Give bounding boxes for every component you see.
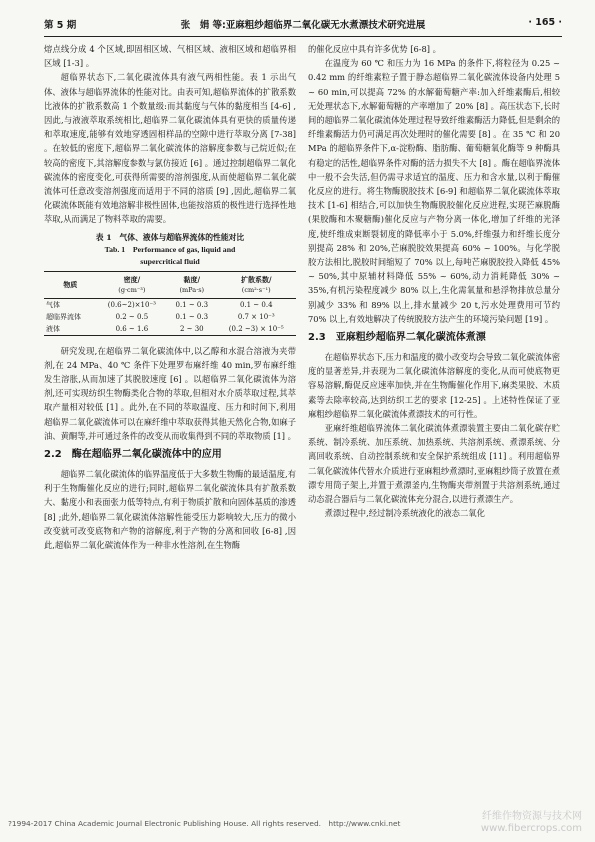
table-cell: 气体: [46, 300, 60, 309]
paragraph: 煮漂过程中,经过制冷系统液化的液态二氧化: [324, 508, 485, 519]
running-title: 张 娟 等:亚麻粗纱超临界二氧化碳无水煮漂技术研究进展: [180, 20, 426, 31]
table-cell: 0.6 ~ 1.6: [115, 324, 149, 333]
paragraph: 的催化反应中具有许多优势 [6-8] 。: [308, 44, 441, 54]
table-header-cell: 物质: [63, 279, 78, 289]
paragraph: 研究发现,在超临界二氧化碳流体中,以乙醇和水混合溶液为夹带剂,在 24 MPa、40 ℃ 条件下处理罗布麻纤维 40 min,罗布麻纤维发生溶胀,从而加速了其脱胶速度 [6] 。以超临界二氧化碳流体为溶剂,还可实现纺织生物酶类化合物的萃取,但相对水介质萃取过程,其萃取产量相对较低 [1] 。此外,在不同的萃取温度、压力和时间下,利用超临界二氧化碳流体可以在麻纤维中萃取获得其他天然化合物,如麻子油、黄酮等,并可通过条件的改变从而收集得到不同的萃取物质 [1] 。: [44, 345, 296, 441]
table-cell: (0.6~2)×10⁻³: [107, 300, 156, 309]
issue-number: 第 5 期: [44, 20, 77, 31]
table-cell: 超临界流体: [46, 312, 81, 321]
table-header-cell: 密度/ (g·cm⁻³): [118, 274, 146, 294]
watermark-url: www.fibercrops.com: [480, 823, 582, 834]
copyright-notice: ?1994-2017 China Academic Journal Electronic Publishing House. All rights reserved. http://www.cnki.net: [8, 819, 401, 828]
table-cell: 0.2 ~ 0.5: [115, 312, 149, 321]
section-heading: 2.2 酶在超临界二氧化碳流体中的应用: [44, 449, 222, 461]
table-header-cell: 黏度/ (mPa·s): [179, 274, 205, 294]
watermark: [481, 811, 582, 835]
section-heading: 2.3 亚麻粗纱超临界二氧化碳流体煮漂: [308, 332, 486, 344]
table-cell: (0.2 ~3) × 10⁻⁵: [228, 324, 284, 333]
table-cell: 0.1 ~ 0.4: [239, 300, 273, 309]
paragraph: 熔点线分成 4 个区域,即固相区域、气相区域、液相区域和超临界相区域 [1-3] 。: [44, 44, 296, 69]
paragraph: 亚麻纤维超临界流体二氧化碳流体煮漂装置主要由二氧化碳存贮系统、制冷系统、加压系统、加热系统、共溶剂系统、煮漂系统、分离回收系统、自动控制系统和安全保护系统组成 [11] 。利用超临界二氧化碳流体代替水介质进行亚麻粗纱煮漂时,亚麻粗纱筒子放置在煮漂专用筒子架上,并置于煮漂釜内,生物酶夹带剂置于共溶剂系统,通过动态混合器后与二氧化碳流体充分混合,以进行煮漂生产。: [308, 423, 560, 505]
table-header-cell: 扩散系数/ (cm²·s⁻¹): [240, 274, 272, 294]
properties-table: [44, 271, 296, 336]
table-cell: 0.1 ~ 0.3: [175, 312, 209, 321]
left-column: [44, 42, 296, 552]
table-caption-en-line2: supercritical fluid: [140, 256, 200, 266]
table-caption-cn: 表 1 气体、液体与超临界流体的性能对比: [95, 232, 245, 242]
paragraph: 超临界二氧化碳流体的临界温度低于大多数生物酶的最适温度,有利于生物酶催化反应的进行;同时,超临界二氧化碳流体具有扩散系数大、黏度小和表面张力低等特点,有利于物质扩散和向固体基质的渗透 [8] ;此外,超临界二氧化碳流体溶解性能受压力影响较大,压力的微小改变就可改变底物和产物的溶解度,利于产物的分离和回收 [6-8] ,因此,超临界二氧化碳流体作为一种非水性溶剂,在生物酶: [44, 469, 296, 551]
table-cell: 液体: [46, 324, 60, 333]
table-cell: 0.1 ~ 0.3: [175, 300, 209, 309]
table-cell: 2 ~ 30: [179, 324, 204, 333]
running-header: [44, 14, 562, 37]
page-number: · 165 ·: [528, 17, 562, 28]
paragraph: 在超临界状态下,压力和温度的微小改变均会导致二氧化碳流体密度的显著差异,并表现为二氧化碳流体溶解度的变化,从而可使底物更容易溶解,酶促反应速率加快,并在生物酶催化作用下,麻类果胶、木质素等去除率较高,达到纺织工艺的要求 [12-25] 。上述特性保证了亚麻粗纱超临界二氧化碳流体煮漂技术的可行性。: [308, 352, 560, 419]
table-row: [44, 311, 296, 323]
table-caption: [44, 232, 296, 268]
paragraph: 超临界状态下,二氧化碳流体具有液气两相性能。表 1 示出气体、液体与超临界流体的性能对比。由表可知,超临界流体的扩散系数比液体的扩散系数高 1 个数量级:而其黏度与气体的黏度相当 [4-6] ,因此,与液液萃取系统相比,超临界二氧化碳流体具有更快的质量传递和萃取速度,能够有效地穿透固相样品的空隙中进行萃取分离 [7-38] 。在较低的密度下,超临界二氧化碳流体的溶解度参数与己烷近似;在较高的密度下,其溶解度参数与氯仿接近 [6] 。通过控制超临界二氧化碳流体的密度变化,可获得所需要的溶剂强度,从而使超临界二氧化碳流体可任意改变溶剂强度而适用于不同的溶质 [9] ,因此,超临界二氧化碳流体既能有效地溶解非极性固体,也能按溶质的极性进行选择性地萃取,从而满足了物料萃取的需要。: [44, 72, 296, 225]
paragraph: 在温度为 60 ℃ 和压力为 16 MPa 的条件下,将粒径为 0.25 ~ 0.42 mm 的纤维素粒子置于静态超临界二氧化碳流体设备内处理 5 ~ 60 min,可以提高 72% 的水解葡萄糖产率:加入纤维素酶后,相较无处理状态下,水解葡萄糖的产率增加了 20% [8] 。高压状态下,长时间的超临界二氧化碳流体处理过程导致纤维素酶活力降低,但是剩余的纤维素酶活力仍可满足再次处理时的催化需要 [8] 。在 35 ℃ 和 20 MPa 的超临界条件下,α-淀粉酶、脂肪酶、葡萄糖氧化酶等 9 种酶具有稳定的活性,超临界条件对酶的活力损失不大 [8] 。酶在超临界流体中一般不会失活,但仍需寻求适宜的温度、压力和含水量,以利于酶催化反应的进行。将生物酶脱胶技术 [6-9] 和超临界二氧化碳流体萃取技术 [1-6] 相结合,可以加快生物酶脱胶催化反应进程,实现芒麻脱酶(果胶酶和木聚糖酶)催化反应与产物分离一体化,增加了纤维的光泽度,使纤维成束断裂韧度的降低率小于 5.0%,纤维强力和纤维长度分别提高 28% 和 20%,芒麻脱胶效果提高 60% ~ 100%。与化学脱胶方法相比,脱胶时间缩短了 70% 以上,每吨芒麻脱胶投入降低 45% ~ 50%,其中原辅材料降低 55% ~ 60%,动力消耗降低 30% ~ 35%,有机污染程度减少 80% 以上,生化需氧量和悬浮物排放总量分别减少 33% 和 89% 以上,排水量减少 20 t,污水处理费用可节约 70% 以上,有效地解决了传统脱胶方法产生的环境污染问题 [19] 。: [308, 58, 560, 324]
table-caption-en-line1: Tab. 1 Performance of gas, liquid and: [104, 244, 236, 254]
right-column: [308, 42, 560, 521]
watermark-text: 纤维作物资源与技术网: [482, 811, 582, 822]
table-cell: 0.7 × 10⁻³: [237, 312, 275, 321]
table-row: [44, 323, 296, 336]
table-row: [44, 298, 296, 311]
page-footer: [8, 811, 588, 834]
